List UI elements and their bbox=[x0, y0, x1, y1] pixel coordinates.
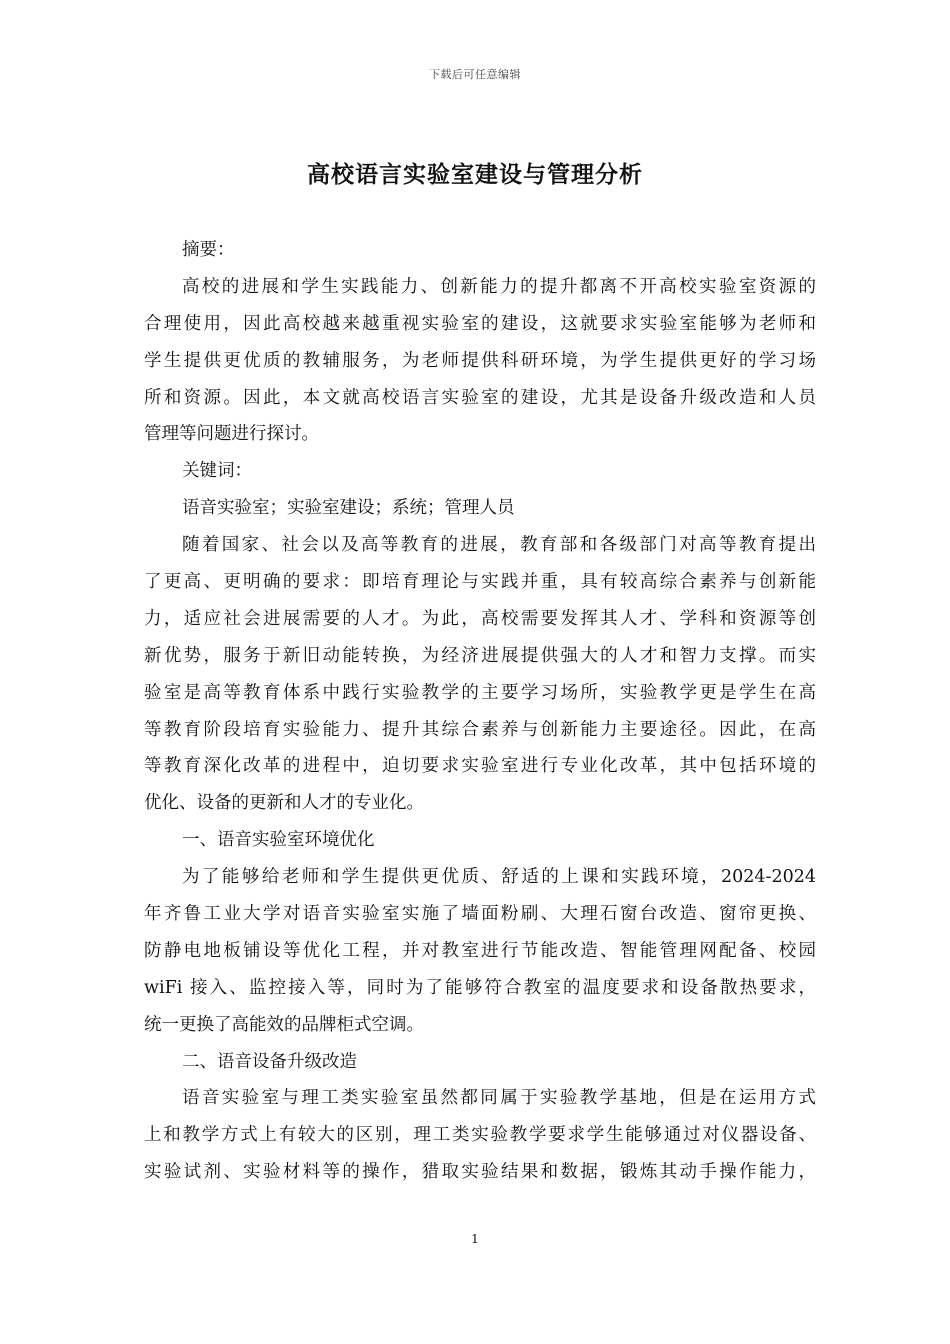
text-line: 等教育阶段培育实验能力、提升其综合素养与创新能力主要途径。因此，在高 bbox=[144, 719, 816, 740]
text-line: 等教育深化改革的进程中，迫切要求实验室进行专业化改革，其中包括环境的 bbox=[144, 756, 816, 777]
text-line: 管理等问题进行探讨。 bbox=[144, 424, 319, 445]
text-line: 上和教学方式上有较大的区别，理工类实验教学要求学生能够通过对仪器设备、 bbox=[144, 1125, 816, 1146]
text-line: 合理使用，因此高校越来越重视实验室的建设，这就要求实验室能够为老师和 bbox=[144, 313, 816, 334]
section-heading-1: 一、语音实验室环境优化 bbox=[182, 830, 375, 851]
text-line: 力，适应社会进展需要的人才。为此，高校需要发挥其人才、学科和资源等创 bbox=[144, 608, 816, 629]
text-line: 了更高、更明确的要求：即培育理论与实践并重，具有较高综合素养与创新能 bbox=[144, 572, 816, 593]
text-line: 学生提供更优质的教辅服务，为老师提供科研环境，为学生提供更好的学习场 bbox=[144, 350, 816, 371]
text-line: 为了能够给老师和学生提供更优质、舒适的上课和实践环境，2024-2024 bbox=[182, 867, 816, 888]
text-line: 年齐鲁工业大学对语音实验室实施了墙面粉刷、大理石窗台改造、窗帘更换、 bbox=[144, 904, 816, 925]
text-line: 随着国家、社会以及高等教育的进展，教育部和各级部门对高等教育提出 bbox=[182, 535, 816, 556]
text-line: wiFi 接入、监控接入等，同时为了能够符合教室的温度要求和设备散热要求， bbox=[144, 977, 816, 998]
text-line: 优化、设备的更新和人才的专业化。 bbox=[144, 793, 424, 814]
text-line: 所和资源。因此，本文就高校语言实验室的建设，尤其是设备升级改造和人员 bbox=[144, 387, 816, 408]
text-line: 验室是高等教育体系中践行实验教学的主要学习场所，实验教学更是学生在高 bbox=[144, 682, 816, 703]
keywords-list: 语音实验室；实验室建设；系统；管理人员 bbox=[182, 498, 515, 519]
text-line: 统一更换了高能效的品牌柜式空调。 bbox=[144, 1014, 424, 1035]
text-line: 高校的进展和学生实践能力、创新能力的提升都离不开高校实验室资源的 bbox=[182, 276, 816, 297]
abstract-heading: 摘要： bbox=[182, 240, 235, 260]
page-number: 1 bbox=[471, 1232, 479, 1246]
section-heading-2: 二、语音设备升级改造 bbox=[182, 1051, 357, 1072]
header-note: 下载后可任意编辑 bbox=[429, 68, 521, 81]
keywords-heading: 关键词： bbox=[182, 461, 252, 482]
document-title: 高校语言实验室建设与管理分析 bbox=[307, 161, 643, 188]
text-line: 防静电地板铺设等优化工程，并对教室进行节能改造、智能管理网配备、校园 bbox=[144, 940, 816, 961]
text-line: 实验试剂、实验材料等的操作，猎取实验结果和数据，锻炼其动手操作能力， bbox=[144, 1162, 816, 1183]
text-line: 新优势，服务于新旧动能转换，为经济进展提供强大的人才和智力支撑。而实 bbox=[144, 645, 816, 666]
text-line: 语音实验室与理工类实验室虽然都同属于实验教学基地，但是在运用方式 bbox=[182, 1088, 816, 1109]
document-body bbox=[144, 232, 816, 1191]
